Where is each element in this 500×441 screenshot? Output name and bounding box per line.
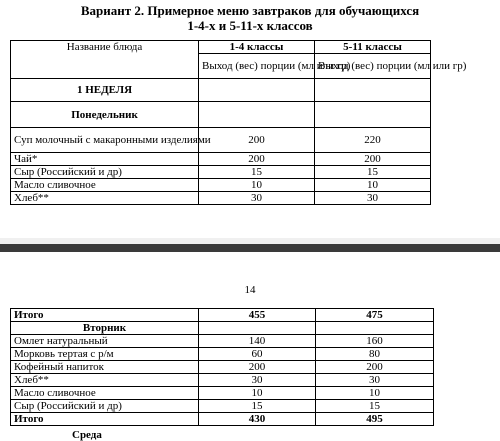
total-1-4: 455 — [199, 309, 316, 322]
header-dish-name: Название блюда — [11, 41, 199, 79]
total-5-11: 495 — [316, 413, 434, 426]
portion-1-4: 200 — [199, 361, 316, 374]
dish-name: Сыр (Российский и др) — [11, 400, 199, 413]
table-row — [11, 335, 434, 348]
portion-1-4: 10 — [199, 179, 315, 192]
dish-name: Суп молочный с макаронными изделиями — [11, 128, 199, 153]
table-row — [11, 374, 434, 387]
dish-name: Масло сливочное — [11, 387, 199, 400]
portion-1-4: 15 — [199, 166, 315, 179]
dish-name: Морковь тертая с р/м — [11, 348, 199, 361]
page-number: 14 — [244, 284, 256, 296]
day-label-wednesday-partial: Среда — [72, 429, 102, 441]
document-title — [0, 3, 500, 33]
empty-cell — [315, 79, 431, 102]
portion-1-4: 10 — [199, 387, 316, 400]
header-output-1-4: Выход (вес) порции (мл или гр) — [199, 54, 315, 79]
day-label-monday: Понедельник — [11, 102, 199, 128]
table-row — [11, 192, 431, 205]
header-grade-1-4: 1-4 классы — [199, 41, 315, 54]
portion-1-4: 30 — [199, 192, 315, 205]
empty-cell — [316, 322, 434, 335]
portion-1-4: 15 — [199, 400, 316, 413]
portion-5-11: 30 — [315, 192, 431, 205]
dish-name: Хлеб** — [11, 374, 199, 387]
empty-cell — [199, 322, 316, 335]
portion-5-11: 15 — [316, 400, 434, 413]
table-row — [11, 348, 434, 361]
total-1-4: 430 — [199, 413, 316, 426]
dish-name: Масло сливочное — [11, 179, 199, 192]
header-grade-5-11: 5-11 классы — [315, 41, 431, 54]
page-break-bar — [0, 244, 500, 252]
breakfast-menu-table-tuesday — [10, 308, 434, 426]
breakfast-menu-table-monday — [10, 40, 467, 205]
portion-1-4: 30 — [199, 374, 316, 387]
dish-name: Омлет натуральный — [11, 335, 199, 348]
portion-5-11: 10 — [316, 387, 434, 400]
table-row — [11, 128, 431, 153]
week-label: 1 НЕДЕЛЯ — [11, 79, 199, 102]
title-line-1: Вариант 2. Примерное меню завтраков для обучающихся — [80, 3, 420, 18]
portion-5-11: 10 — [315, 179, 431, 192]
empty-cell — [199, 102, 315, 128]
table-row — [11, 153, 431, 166]
portion-1-4: 140 — [199, 335, 316, 348]
portion-5-11: 30 — [316, 374, 434, 387]
empty-cell — [199, 79, 315, 102]
empty-cell — [315, 102, 431, 128]
portion-1-4: 200 — [199, 153, 315, 166]
portion-5-11: 220 — [315, 128, 431, 153]
portion-5-11: 160 — [316, 335, 434, 348]
table-row — [11, 166, 431, 179]
portion-5-11: 80 — [316, 348, 434, 361]
table-row — [11, 400, 434, 413]
table-row — [11, 387, 434, 400]
title-line-2: 1-4-х и 5-11-х классов — [187, 18, 313, 33]
total-label: Итого — [11, 309, 199, 322]
header-output-5-11: Выход (вес) порции (мл или гр) — [315, 54, 431, 79]
total-5-11: 475 — [316, 309, 434, 322]
portion-5-11: 200 — [315, 153, 431, 166]
total-row — [11, 413, 434, 426]
table-row — [11, 179, 431, 192]
dish-name: Кофейный напиток — [11, 361, 199, 374]
portion-1-4: 60 — [199, 348, 316, 361]
table-row — [11, 361, 434, 374]
portion-5-11: 200 — [316, 361, 434, 374]
total-row — [11, 309, 434, 322]
dish-name: Сыр (Российский и др) — [11, 166, 199, 179]
portion-5-11: 15 — [315, 166, 431, 179]
dish-name: Хлеб** — [11, 192, 199, 205]
total-label: Итого — [11, 413, 199, 426]
dish-name: Чай* — [11, 153, 199, 166]
portion-1-4: 200 — [199, 128, 315, 153]
day-label-tuesday: Вторник — [11, 322, 199, 335]
